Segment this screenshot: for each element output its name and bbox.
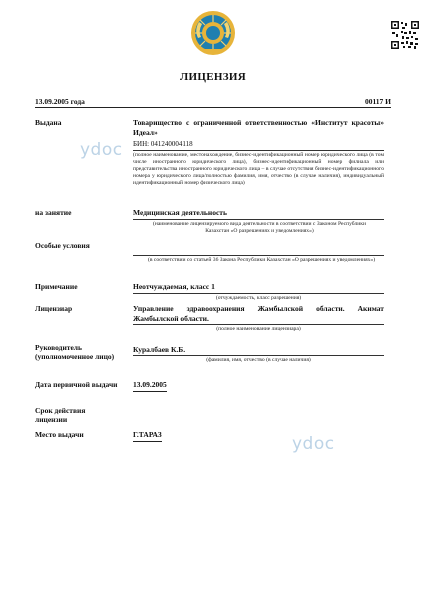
licensor-underline [133, 324, 384, 325]
first-issue-label: Дата первичной выдачи [35, 380, 118, 389]
issued-to-value: Товарищество с ограниченной ответственностью «Институт красоты» Идеал» [133, 118, 384, 137]
watermark-bottom: ydoc [292, 434, 335, 454]
head-label-line1: Руководитель [35, 343, 82, 352]
activity-label: на занятие [35, 208, 72, 217]
activity-underline [133, 219, 384, 220]
head-value: Куралбаев К.Б. [133, 345, 186, 354]
head-note: (фамилия, имя, отчество (в случае наличия) [206, 357, 311, 363]
issued-to-label: Выдана [35, 118, 62, 127]
watermark-top: ydoc [80, 140, 123, 160]
licensor-value: Управление здравоохранения Жамбылской области. Акимат Жамбылской области. [133, 304, 384, 323]
licensor-note: (полное наименование лицензиара) [216, 326, 301, 332]
page-title: ЛИЦЕНЗИЯ [180, 71, 246, 83]
first-issue-value: 13.09.2005 [133, 380, 167, 392]
header-divider [35, 107, 391, 108]
remark-value: Неотчуждаемая, класс 1 [133, 282, 215, 291]
licensor-label: Лицензиар [35, 304, 73, 313]
special-conditions-note: (в соответствии со статьей 36 Закона Республики Казахстан «О разрешениях и уведомлениях») [148, 257, 376, 263]
place-label: Место выдачи [35, 430, 84, 439]
license-date: 13.09.2005 года [35, 97, 85, 106]
special-conditions-label: Особые условия [35, 241, 90, 250]
special-conditions-underline [133, 255, 384, 256]
issued-to-underline [133, 150, 384, 151]
issued-to-note: (полное наименование, местонахождение, бизнес-идентификационный номер юридического лица (в том числе иностранного юридического лица), бизнес-идентификационный номер филиала или представительства иностранного юридического лица – в случае отсутствия бизнес-идентификационного номера у юридического лица/полностью фамилия, имя, отчество (в случае наличия), индивидуальный идентификационный номер физического лица) [133, 152, 384, 186]
remark-underline [133, 293, 384, 294]
bin-value: БИН: 041240004118 [133, 140, 193, 148]
activity-value: Медицинская деятельность [133, 208, 227, 217]
license-number: 00117 И [364, 97, 391, 106]
validity-label-line1: Срок действия [35, 406, 86, 415]
remark-note: (отчуждаемость, класс разрешения) [215, 295, 302, 301]
remark-label: Примечание [35, 282, 78, 291]
place-value: Г.ТАРАЗ [133, 430, 162, 442]
head-underline [133, 355, 384, 356]
activity-note: (наименование лицензируемого вида деятельности в соответствии с Законом Республики Казахстан «О разрешениях и уведомлениях») [152, 221, 367, 234]
head-label [35, 343, 114, 361]
qr-code-icon[interactable] [390, 20, 420, 50]
head-label-line2: (уполномоченное лицо) [35, 352, 115, 361]
state-emblem-icon [190, 10, 236, 56]
validity-label-line2: лицензии [35, 415, 68, 424]
validity-label [35, 406, 85, 424]
